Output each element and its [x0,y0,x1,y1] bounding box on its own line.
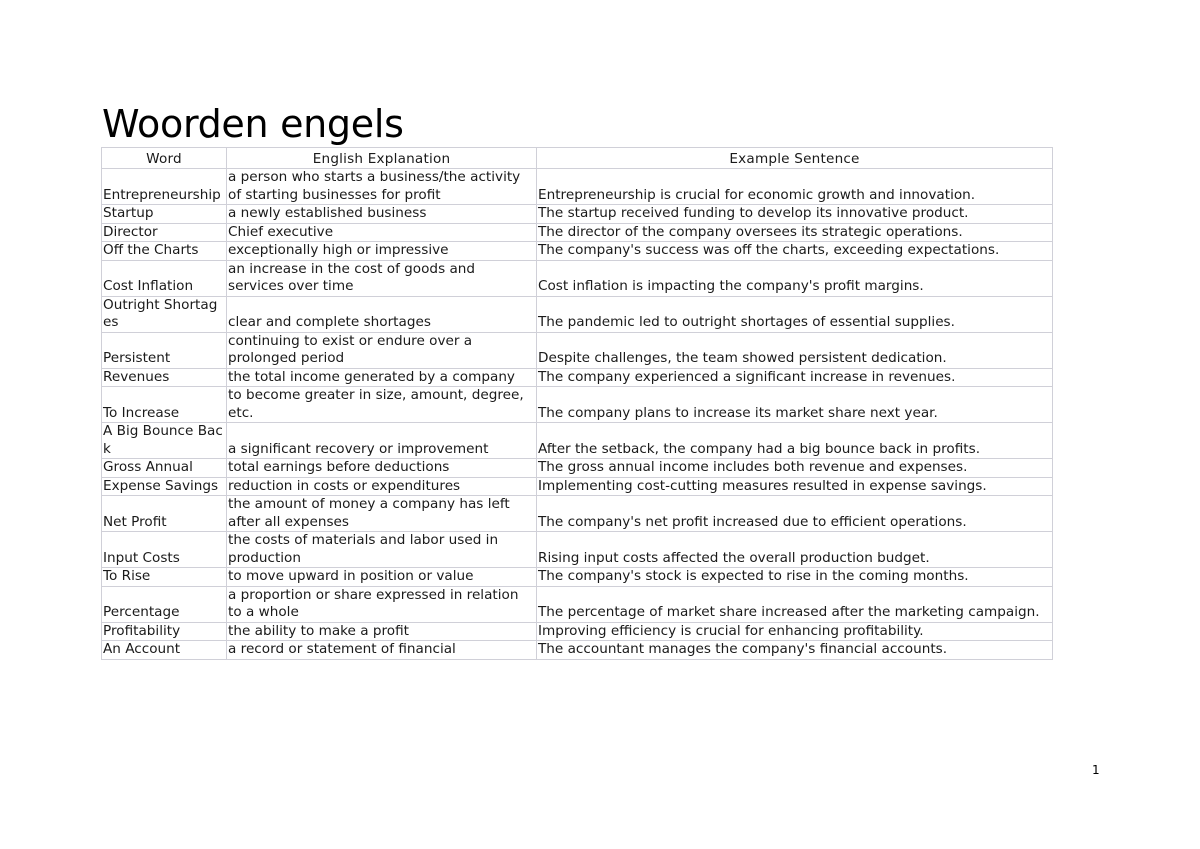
word-cell: Director [102,223,227,242]
table-row [102,423,1053,459]
sentence-cell: The pandemic led to outright shortages of essential supplies. [537,296,1053,332]
sentence-cell: The company's success was off the charts, exceeding expectations. [537,242,1053,261]
word-cell: To Increase [102,387,227,423]
explanation-cell: the total income generated by a company [227,368,537,387]
table-row [102,260,1053,296]
vocabulary-table [101,147,1053,660]
explanation-cell: Chief executive [227,223,537,242]
table-row [102,532,1053,568]
table-row [102,641,1053,660]
explanation-cell: to move upward in position or value [227,568,537,587]
header-word: Word [102,148,227,169]
explanation-cell: a proportion or share expressed in relation to a whole [227,586,537,622]
table-header-row [102,148,1053,169]
word-cell: A Big Bounce Back [102,423,227,459]
table-row [102,586,1053,622]
explanation-cell: a newly established business [227,205,537,224]
word-cell: Percentage [102,586,227,622]
table-row [102,568,1053,587]
word-cell: Off the Charts [102,242,227,261]
explanation-cell: the costs of materials and labor used in production [227,532,537,568]
header-example-sentence: Example Sentence [537,148,1053,169]
table-row [102,332,1053,368]
word-cell: An Account [102,641,227,660]
explanation-cell: the amount of money a company has left after all expenses [227,496,537,532]
word-cell: Cost Inflation [102,260,227,296]
table-row [102,622,1053,641]
explanation-cell: exceptionally high or impressive [227,242,537,261]
sentence-cell: The company experienced a significant increase in revenues. [537,368,1053,387]
word-cell: Revenues [102,368,227,387]
sentence-cell: Implementing cost-cutting measures resulted in expense savings. [537,477,1053,496]
sentence-cell: The company plans to increase its market share next year. [537,387,1053,423]
word-cell: Input Costs [102,532,227,568]
word-cell: To Rise [102,568,227,587]
table-row [102,496,1053,532]
explanation-cell: clear and complete shortages [227,296,537,332]
sentence-cell: Entrepreneurship is crucial for economic growth and innovation. [537,169,1053,205]
sentence-cell: Improving efficiency is crucial for enhancing profitability. [537,622,1053,641]
explanation-cell: a person who starts a business/the activity of starting businesses for profit [227,169,537,205]
explanation-cell: continuing to exist or endure over a prolonged period [227,332,537,368]
sentence-cell: The company's stock is expected to rise in the coming months. [537,568,1053,587]
sentence-cell: After the setback, the company had a big bounce back in profits. [537,423,1053,459]
table-row [102,477,1053,496]
sentence-cell: Despite challenges, the team showed persistent dedication. [537,332,1053,368]
sentence-cell: The startup received funding to develop its innovative product. [537,205,1053,224]
page-title: Woorden engels [102,102,404,146]
word-cell: Startup [102,205,227,224]
sentence-cell: The company's net profit increased due to efficient operations. [537,496,1053,532]
explanation-cell: an increase in the cost of goods and services over time [227,260,537,296]
table-row [102,459,1053,478]
explanation-cell: reduction in costs or expenditures [227,477,537,496]
sentence-cell: The director of the company oversees its strategic operations. [537,223,1053,242]
table-row [102,368,1053,387]
word-cell: Persistent [102,332,227,368]
table-row [102,223,1053,242]
explanation-cell: a record or statement of financial [227,641,537,660]
word-cell: Outright Shortages [102,296,227,332]
sentence-cell: The percentage of market share increased after the marketing campaign. [537,586,1053,622]
explanation-cell: a significant recovery or improvement [227,423,537,459]
explanation-cell: to become greater in size, amount, degree, etc. [227,387,537,423]
sentence-cell: The gross annual income includes both revenue and expenses. [537,459,1053,478]
explanation-cell: total earnings before deductions [227,459,537,478]
page-number: 1 [1092,763,1100,777]
table-row [102,296,1053,332]
word-cell: Gross Annual [102,459,227,478]
explanation-cell: the ability to make a profit [227,622,537,641]
table-row [102,169,1053,205]
table-row [102,242,1053,261]
sentence-cell: The accountant manages the company's financial accounts. [537,641,1053,660]
word-cell: Expense Savings [102,477,227,496]
table-row [102,387,1053,423]
header-english-explanation: English Explanation [227,148,537,169]
word-cell: Entrepreneurship [102,169,227,205]
table-row [102,205,1053,224]
sentence-cell: Cost inflation is impacting the company's profit margins. [537,260,1053,296]
word-cell: Net Profit [102,496,227,532]
sentence-cell: Rising input costs affected the overall production budget. [537,532,1053,568]
word-cell: Profitability [102,622,227,641]
